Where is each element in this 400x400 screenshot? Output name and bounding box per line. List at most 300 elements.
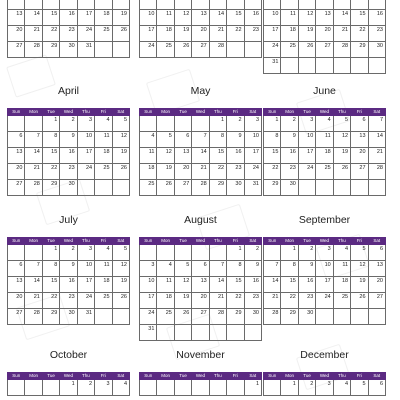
- day-number: 15: [272, 149, 279, 155]
- day-cell: [281, 26, 298, 42]
- day-cell: [174, 148, 191, 164]
- day-number: 19: [120, 11, 127, 17]
- day-number: 21: [376, 149, 383, 155]
- day-cell: [351, 58, 368, 74]
- day-cell: [8, 26, 25, 42]
- day-number: 10: [85, 262, 93, 268]
- weekday-header: Mon: [281, 238, 298, 245]
- weekday-header: Tue: [174, 109, 191, 116]
- day-number: 28: [376, 165, 383, 171]
- day-number: [192, 116, 208, 117]
- day-number: 15: [51, 11, 58, 17]
- weekday-header: Mon: [25, 238, 42, 245]
- day-number: 26: [307, 43, 314, 49]
- day-cell: [174, 180, 191, 196]
- day-cell: [140, 245, 157, 261]
- weekday-header: Fri: [351, 238, 368, 245]
- day-cell: [333, 148, 350, 164]
- month-grid: [7, 237, 130, 325]
- day-cell: [77, 180, 94, 196]
- day-number: 5: [362, 381, 366, 387]
- day-cell: [227, 245, 244, 261]
- day-number: 20: [359, 149, 366, 155]
- day-cell: [174, 380, 191, 396]
- day-number: 23: [68, 27, 75, 33]
- day-number: 5: [123, 246, 127, 252]
- day-number: 31: [272, 59, 279, 65]
- month-title: December: [300, 349, 349, 361]
- day-cell: [157, 325, 174, 341]
- weekday-header: Sat: [112, 238, 129, 245]
- weekday-header: Tue: [298, 238, 315, 245]
- month-grid: [7, 372, 130, 396]
- day-cell: [140, 309, 157, 325]
- weekday-header: Sun: [140, 373, 157, 380]
- day-cell: [333, 26, 350, 42]
- day-cell: [77, 277, 94, 293]
- weekday-header: Tue: [298, 109, 315, 116]
- month-september: [263, 214, 386, 325]
- day-number: 15: [289, 278, 296, 284]
- day-cell: [316, 42, 333, 58]
- day-cell: [227, 164, 244, 180]
- day-cell: [351, 245, 368, 261]
- day-number: 3: [89, 117, 93, 123]
- day-cell: [333, 132, 350, 148]
- day-number: 4: [151, 133, 155, 139]
- day-cell: [25, 245, 42, 261]
- day-number: 21: [33, 294, 40, 300]
- day-cell: [209, 116, 226, 132]
- day-cell: [227, 261, 244, 277]
- day-cell: [140, 116, 157, 132]
- day-number: 29: [51, 310, 58, 316]
- day-number: 25: [341, 294, 349, 300]
- day-cell: [264, 261, 281, 277]
- day-cell: [25, 0, 42, 10]
- month-partial-2: [263, 0, 386, 74]
- week-row: [8, 116, 130, 132]
- day-number: 31: [85, 310, 93, 316]
- day-cell: [209, 132, 226, 148]
- day-number: 6: [19, 133, 23, 139]
- day-cell: [227, 277, 244, 293]
- day-number: 8: [292, 262, 296, 268]
- day-cell: [157, 148, 174, 164]
- week-row: [264, 245, 386, 261]
- day-cell: [112, 309, 129, 325]
- day-cell: [227, 132, 244, 148]
- day-cell: [351, 10, 368, 26]
- day-number: [140, 116, 156, 117]
- day-cell: [264, 10, 281, 26]
- day-number: 1: [292, 381, 296, 387]
- weekday-header: Tue: [174, 373, 191, 380]
- day-number: 4: [123, 381, 127, 387]
- day-cell: [316, 26, 333, 42]
- day-cell: [95, 180, 112, 196]
- day-number: 20: [16, 27, 23, 33]
- day-number: 3: [255, 117, 259, 123]
- day-number: 14: [33, 11, 40, 17]
- day-cell: [368, 277, 385, 293]
- day-cell: [316, 180, 333, 196]
- day-cell: [298, 132, 315, 148]
- day-cell: [209, 245, 226, 261]
- day-cell: [95, 148, 112, 164]
- week-row: [8, 42, 130, 58]
- weekday-header: Sat: [244, 109, 261, 116]
- day-number: [351, 58, 367, 59]
- day-cell: [157, 277, 174, 293]
- day-number: 18: [289, 27, 296, 33]
- day-number: 11: [103, 262, 110, 268]
- day-cell: [351, 132, 368, 148]
- weekday-header: Wed: [60, 238, 77, 245]
- weekday-header: Mon: [281, 373, 298, 380]
- day-cell: [368, 0, 385, 10]
- week-row: [140, 245, 262, 261]
- day-cell: [42, 10, 59, 26]
- day-cell: [112, 245, 129, 261]
- day-number: 23: [307, 294, 314, 300]
- day-cell: [264, 180, 281, 196]
- day-number: 6: [203, 262, 207, 268]
- day-number: 13: [359, 133, 366, 139]
- day-number: [316, 180, 332, 181]
- day-cell: [112, 132, 129, 148]
- day-cell: [95, 116, 112, 132]
- day-cell: [244, 293, 261, 309]
- day-number: 23: [376, 27, 383, 33]
- day-cell: [140, 380, 157, 396]
- day-cell: [112, 148, 129, 164]
- day-number: 8: [54, 262, 58, 268]
- day-cell: [209, 277, 226, 293]
- day-number: [281, 58, 297, 59]
- day-cell: [8, 0, 25, 10]
- day-cell: [351, 116, 368, 132]
- day-number: 18: [165, 27, 172, 33]
- day-number: 21: [272, 294, 279, 300]
- day-cell: [8, 293, 25, 309]
- day-number: 23: [289, 165, 296, 171]
- day-cell: [316, 10, 333, 26]
- month-grid: [263, 0, 386, 74]
- month-grid: [263, 108, 386, 196]
- day-cell: [192, 277, 209, 293]
- day-number: 9: [255, 262, 259, 268]
- day-cell: [333, 293, 350, 309]
- day-number: 28: [33, 43, 40, 49]
- day-cell: [60, 309, 77, 325]
- day-cell: [95, 293, 112, 309]
- day-number: 29: [359, 43, 366, 49]
- day-cell: [60, 245, 77, 261]
- day-cell: [77, 293, 94, 309]
- day-number: 1: [71, 381, 75, 387]
- day-cell: [244, 261, 261, 277]
- month-title: August: [184, 214, 217, 226]
- day-number: 16: [235, 149, 242, 155]
- day-number: 13: [200, 278, 207, 284]
- day-number: 23: [252, 294, 259, 300]
- day-number: 17: [252, 149, 259, 155]
- weekday-header: Wed: [316, 109, 333, 116]
- day-number: 4: [327, 117, 331, 123]
- month-grid: [7, 108, 130, 196]
- day-cell: [281, 180, 298, 196]
- day-number: 12: [120, 133, 127, 139]
- day-cell: [140, 164, 157, 180]
- day-number: 7: [275, 262, 279, 268]
- day-cell: [157, 10, 174, 26]
- day-cell: [25, 180, 42, 196]
- weekday-header: Mon: [157, 238, 174, 245]
- day-cell: [298, 245, 315, 261]
- day-number: 22: [51, 165, 58, 171]
- day-cell: [174, 132, 191, 148]
- day-number: 20: [16, 294, 23, 300]
- day-number: 13: [324, 11, 331, 17]
- day-number: 29: [217, 181, 225, 187]
- day-cell: [244, 116, 261, 132]
- day-number: 13: [183, 149, 190, 155]
- day-cell: [42, 132, 59, 148]
- day-cell: [316, 164, 333, 180]
- day-number: [113, 42, 129, 43]
- day-number: 15: [235, 11, 242, 17]
- day-cell: [264, 116, 281, 132]
- day-cell: [192, 42, 209, 58]
- day-number: 6: [186, 133, 190, 139]
- day-number: 26: [183, 310, 190, 316]
- day-number: 8: [275, 133, 279, 139]
- day-cell: [174, 0, 191, 10]
- day-cell: [368, 309, 385, 325]
- weekday-header: Tue: [42, 238, 59, 245]
- weekday-header: Wed: [192, 109, 209, 116]
- day-cell: [192, 0, 209, 10]
- week-row: [264, 148, 386, 164]
- day-number: 22: [359, 27, 366, 33]
- day-number: 8: [54, 133, 58, 139]
- day-number: [175, 116, 191, 117]
- day-number: [95, 42, 111, 43]
- day-number: 9: [292, 133, 296, 139]
- day-cell: [140, 0, 157, 10]
- day-number: 27: [16, 310, 23, 316]
- day-cell: [368, 148, 385, 164]
- day-cell: [209, 164, 226, 180]
- day-number: 21: [33, 27, 40, 33]
- weekday-header: Fri: [95, 238, 112, 245]
- day-cell: [281, 164, 298, 180]
- day-cell: [281, 132, 298, 148]
- day-cell: [227, 116, 244, 132]
- day-number: 20: [183, 165, 190, 171]
- day-number: 27: [376, 294, 383, 300]
- day-number: 28: [217, 310, 225, 316]
- day-cell: [244, 26, 261, 42]
- day-cell: [192, 325, 209, 341]
- day-cell: [316, 58, 333, 74]
- day-number: 1: [238, 246, 242, 252]
- day-number: 17: [85, 149, 93, 155]
- day-number: 23: [252, 27, 259, 33]
- day-number: 3: [106, 381, 110, 387]
- day-number: 11: [166, 278, 172, 284]
- day-number: [245, 42, 261, 43]
- day-cell: [368, 42, 385, 58]
- day-cell: [60, 42, 77, 58]
- day-cell: [227, 325, 244, 341]
- day-cell: [281, 42, 298, 58]
- day-cell: [209, 148, 226, 164]
- day-number: [299, 58, 315, 59]
- day-number: [25, 245, 41, 246]
- day-number: 31: [252, 181, 259, 187]
- day-cell: [281, 116, 298, 132]
- day-cell: [77, 116, 94, 132]
- day-number: 26: [165, 181, 172, 187]
- day-number: 10: [85, 133, 93, 139]
- day-cell: [8, 42, 25, 58]
- day-cell: [112, 293, 129, 309]
- day-cell: [60, 164, 77, 180]
- day-cell: [42, 180, 59, 196]
- day-cell: [95, 10, 112, 26]
- day-cell: [264, 380, 281, 396]
- day-number: 11: [103, 133, 110, 139]
- day-number: 3: [151, 262, 155, 268]
- day-cell: [174, 164, 191, 180]
- week-row: [140, 164, 262, 180]
- day-cell: [112, 380, 129, 396]
- day-cell: [157, 180, 174, 196]
- day-number: 11: [148, 149, 155, 155]
- day-cell: [25, 380, 42, 396]
- day-cell: [95, 309, 112, 325]
- weekday-header: Thu: [209, 109, 226, 116]
- day-cell: [8, 132, 25, 148]
- day-cell: [25, 116, 42, 132]
- day-number: 3: [327, 246, 331, 252]
- day-cell: [351, 261, 368, 277]
- day-number: [192, 325, 208, 326]
- week-row: [8, 380, 130, 396]
- day-cell: [333, 380, 350, 396]
- week-row: [140, 261, 262, 277]
- day-number: 24: [307, 165, 314, 171]
- day-number: 2: [310, 246, 314, 252]
- day-cell: [209, 309, 226, 325]
- week-row: [8, 132, 130, 148]
- weekday-header: Sat: [368, 373, 385, 380]
- week-row: [8, 10, 130, 26]
- month-title: July: [59, 214, 78, 226]
- week-row: [8, 277, 130, 293]
- weekday-header: Thu: [333, 109, 350, 116]
- day-cell: [227, 42, 244, 58]
- day-cell: [140, 42, 157, 58]
- day-cell: [192, 164, 209, 180]
- week-row: [8, 309, 130, 325]
- day-number: 22: [51, 27, 58, 33]
- day-number: [369, 309, 385, 310]
- day-number: 4: [106, 117, 110, 123]
- day-cell: [209, 26, 226, 42]
- day-cell: [42, 380, 59, 396]
- day-cell: [298, 42, 315, 58]
- day-cell: [8, 180, 25, 196]
- week-row: [264, 261, 386, 277]
- day-number: 13: [376, 262, 383, 268]
- day-cell: [157, 42, 174, 58]
- day-cell: [140, 132, 157, 148]
- day-number: 22: [272, 165, 279, 171]
- day-number: 18: [103, 278, 110, 284]
- day-cell: [140, 293, 157, 309]
- week-row: [140, 148, 262, 164]
- day-cell: [112, 277, 129, 293]
- month-april: [7, 85, 130, 196]
- month-grid: [139, 237, 262, 341]
- day-cell: [174, 293, 191, 309]
- weekday-header: Fri: [227, 238, 244, 245]
- day-cell: [77, 132, 94, 148]
- day-number: 12: [165, 149, 172, 155]
- day-number: 16: [252, 11, 259, 17]
- day-cell: [157, 245, 174, 261]
- day-cell: [95, 0, 112, 10]
- day-cell: [42, 26, 59, 42]
- week-row: [264, 42, 386, 58]
- day-number: 1: [255, 381, 259, 387]
- day-number: 10: [324, 262, 331, 268]
- day-cell: [281, 261, 298, 277]
- day-number: [334, 58, 350, 59]
- day-number: 4: [345, 381, 349, 387]
- day-cell: [244, 245, 261, 261]
- day-cell: [368, 380, 385, 396]
- day-cell: [281, 0, 298, 10]
- weekday-header: Mon: [25, 373, 42, 380]
- day-number: 24: [148, 43, 155, 49]
- day-number: 12: [359, 262, 366, 268]
- weekday-header: Fri: [351, 109, 368, 116]
- day-cell: [333, 309, 350, 325]
- day-cell: [333, 261, 350, 277]
- week-row: [264, 0, 386, 10]
- week-row: [8, 245, 130, 261]
- week-row: [264, 10, 386, 26]
- day-cell: [333, 180, 350, 196]
- day-number: 8: [238, 262, 242, 268]
- month-grid: [139, 108, 262, 196]
- day-number: 28: [272, 310, 279, 316]
- week-row: [140, 293, 262, 309]
- day-cell: [25, 10, 42, 26]
- weekday-header: Mon: [25, 109, 42, 116]
- day-number: 29: [51, 181, 58, 187]
- day-number: 2: [71, 117, 75, 123]
- day-cell: [192, 245, 209, 261]
- month-title: June: [313, 85, 336, 97]
- day-cell: [281, 58, 298, 74]
- day-cell: [264, 148, 281, 164]
- month-title: November: [176, 349, 225, 361]
